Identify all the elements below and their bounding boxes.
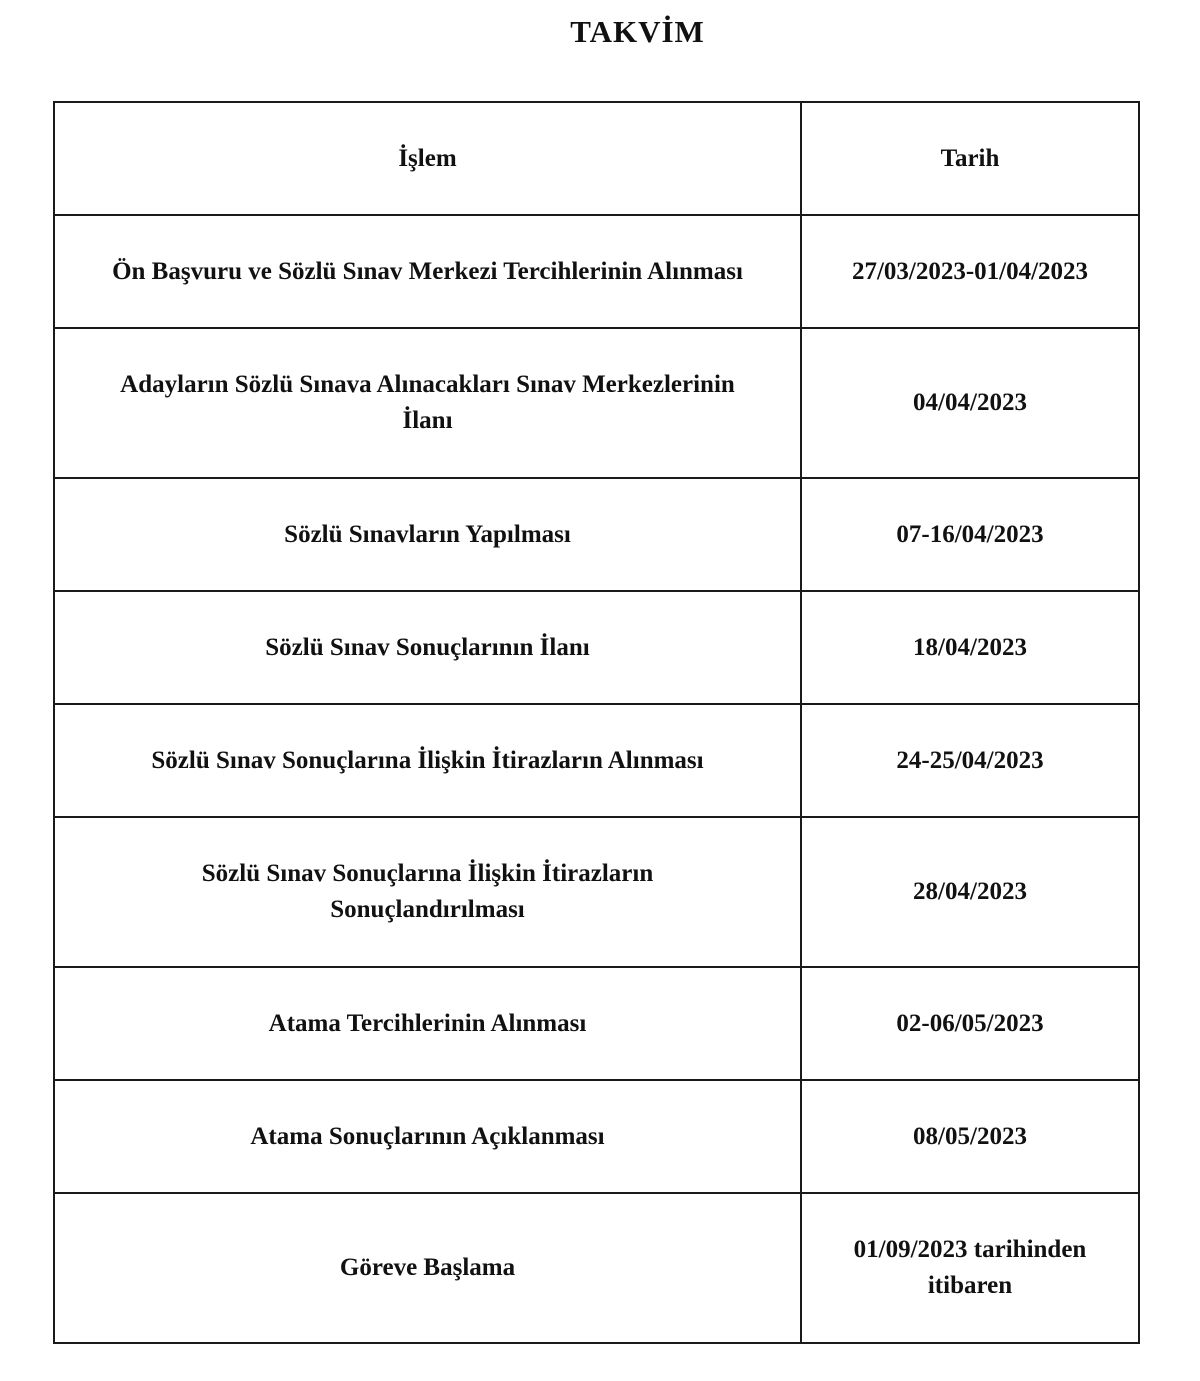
table-row [54, 1193, 1139, 1343]
process-cell: Sözlü Sınavların Yapılması [54, 478, 801, 591]
process-cell: Sözlü Sınav Sonuçlarına İlişkin İtirazların Alınması [54, 704, 801, 817]
date-cell: 01/09/2023 tarihinden itibaren [801, 1193, 1139, 1343]
date-cell: 07-16/04/2023 [801, 478, 1139, 591]
date-cell: 08/05/2023 [801, 1080, 1139, 1193]
date-cell: 24-25/04/2023 [801, 704, 1139, 817]
process-cell: Sözlü Sınav Sonuçlarının İlanı [54, 591, 801, 704]
process-cell: Sözlü Sınav Sonuçlarına İlişkin İtirazların Sonuçlandırılması [54, 817, 801, 967]
process-cell: Adayların Sözlü Sınava Alınacakları Sınav Merkezlerinin İlanı [54, 328, 801, 478]
table-row [54, 478, 1139, 591]
date-cell: 28/04/2023 [801, 817, 1139, 967]
date-cell: 02-06/05/2023 [801, 967, 1139, 1080]
table-row [54, 328, 1139, 478]
process-cell: Göreve Başlama [54, 1193, 801, 1343]
column-header-date: Tarih [801, 102, 1139, 215]
column-header-process: İşlem [54, 102, 801, 215]
date-cell: 04/04/2023 [801, 328, 1139, 478]
date-cell: 18/04/2023 [801, 591, 1139, 704]
table-row [54, 591, 1139, 704]
date-cell: 27/03/2023-01/04/2023 [801, 215, 1139, 328]
table-row [54, 817, 1139, 967]
table-row [54, 967, 1139, 1080]
table-row [54, 215, 1139, 328]
table-row [54, 704, 1139, 817]
process-cell: Atama Sonuçlarının Açıklanması [54, 1080, 801, 1193]
calendar-table [53, 101, 1140, 1344]
page-title: TAKVİM [570, 14, 705, 49]
table-row [54, 1080, 1139, 1193]
process-cell: Atama Tercihlerinin Alınması [54, 967, 801, 1080]
table-header-row [54, 102, 1139, 215]
process-cell: Ön Başvuru ve Sözlü Sınav Merkezi Tercihlerinin Alınması [54, 215, 801, 328]
